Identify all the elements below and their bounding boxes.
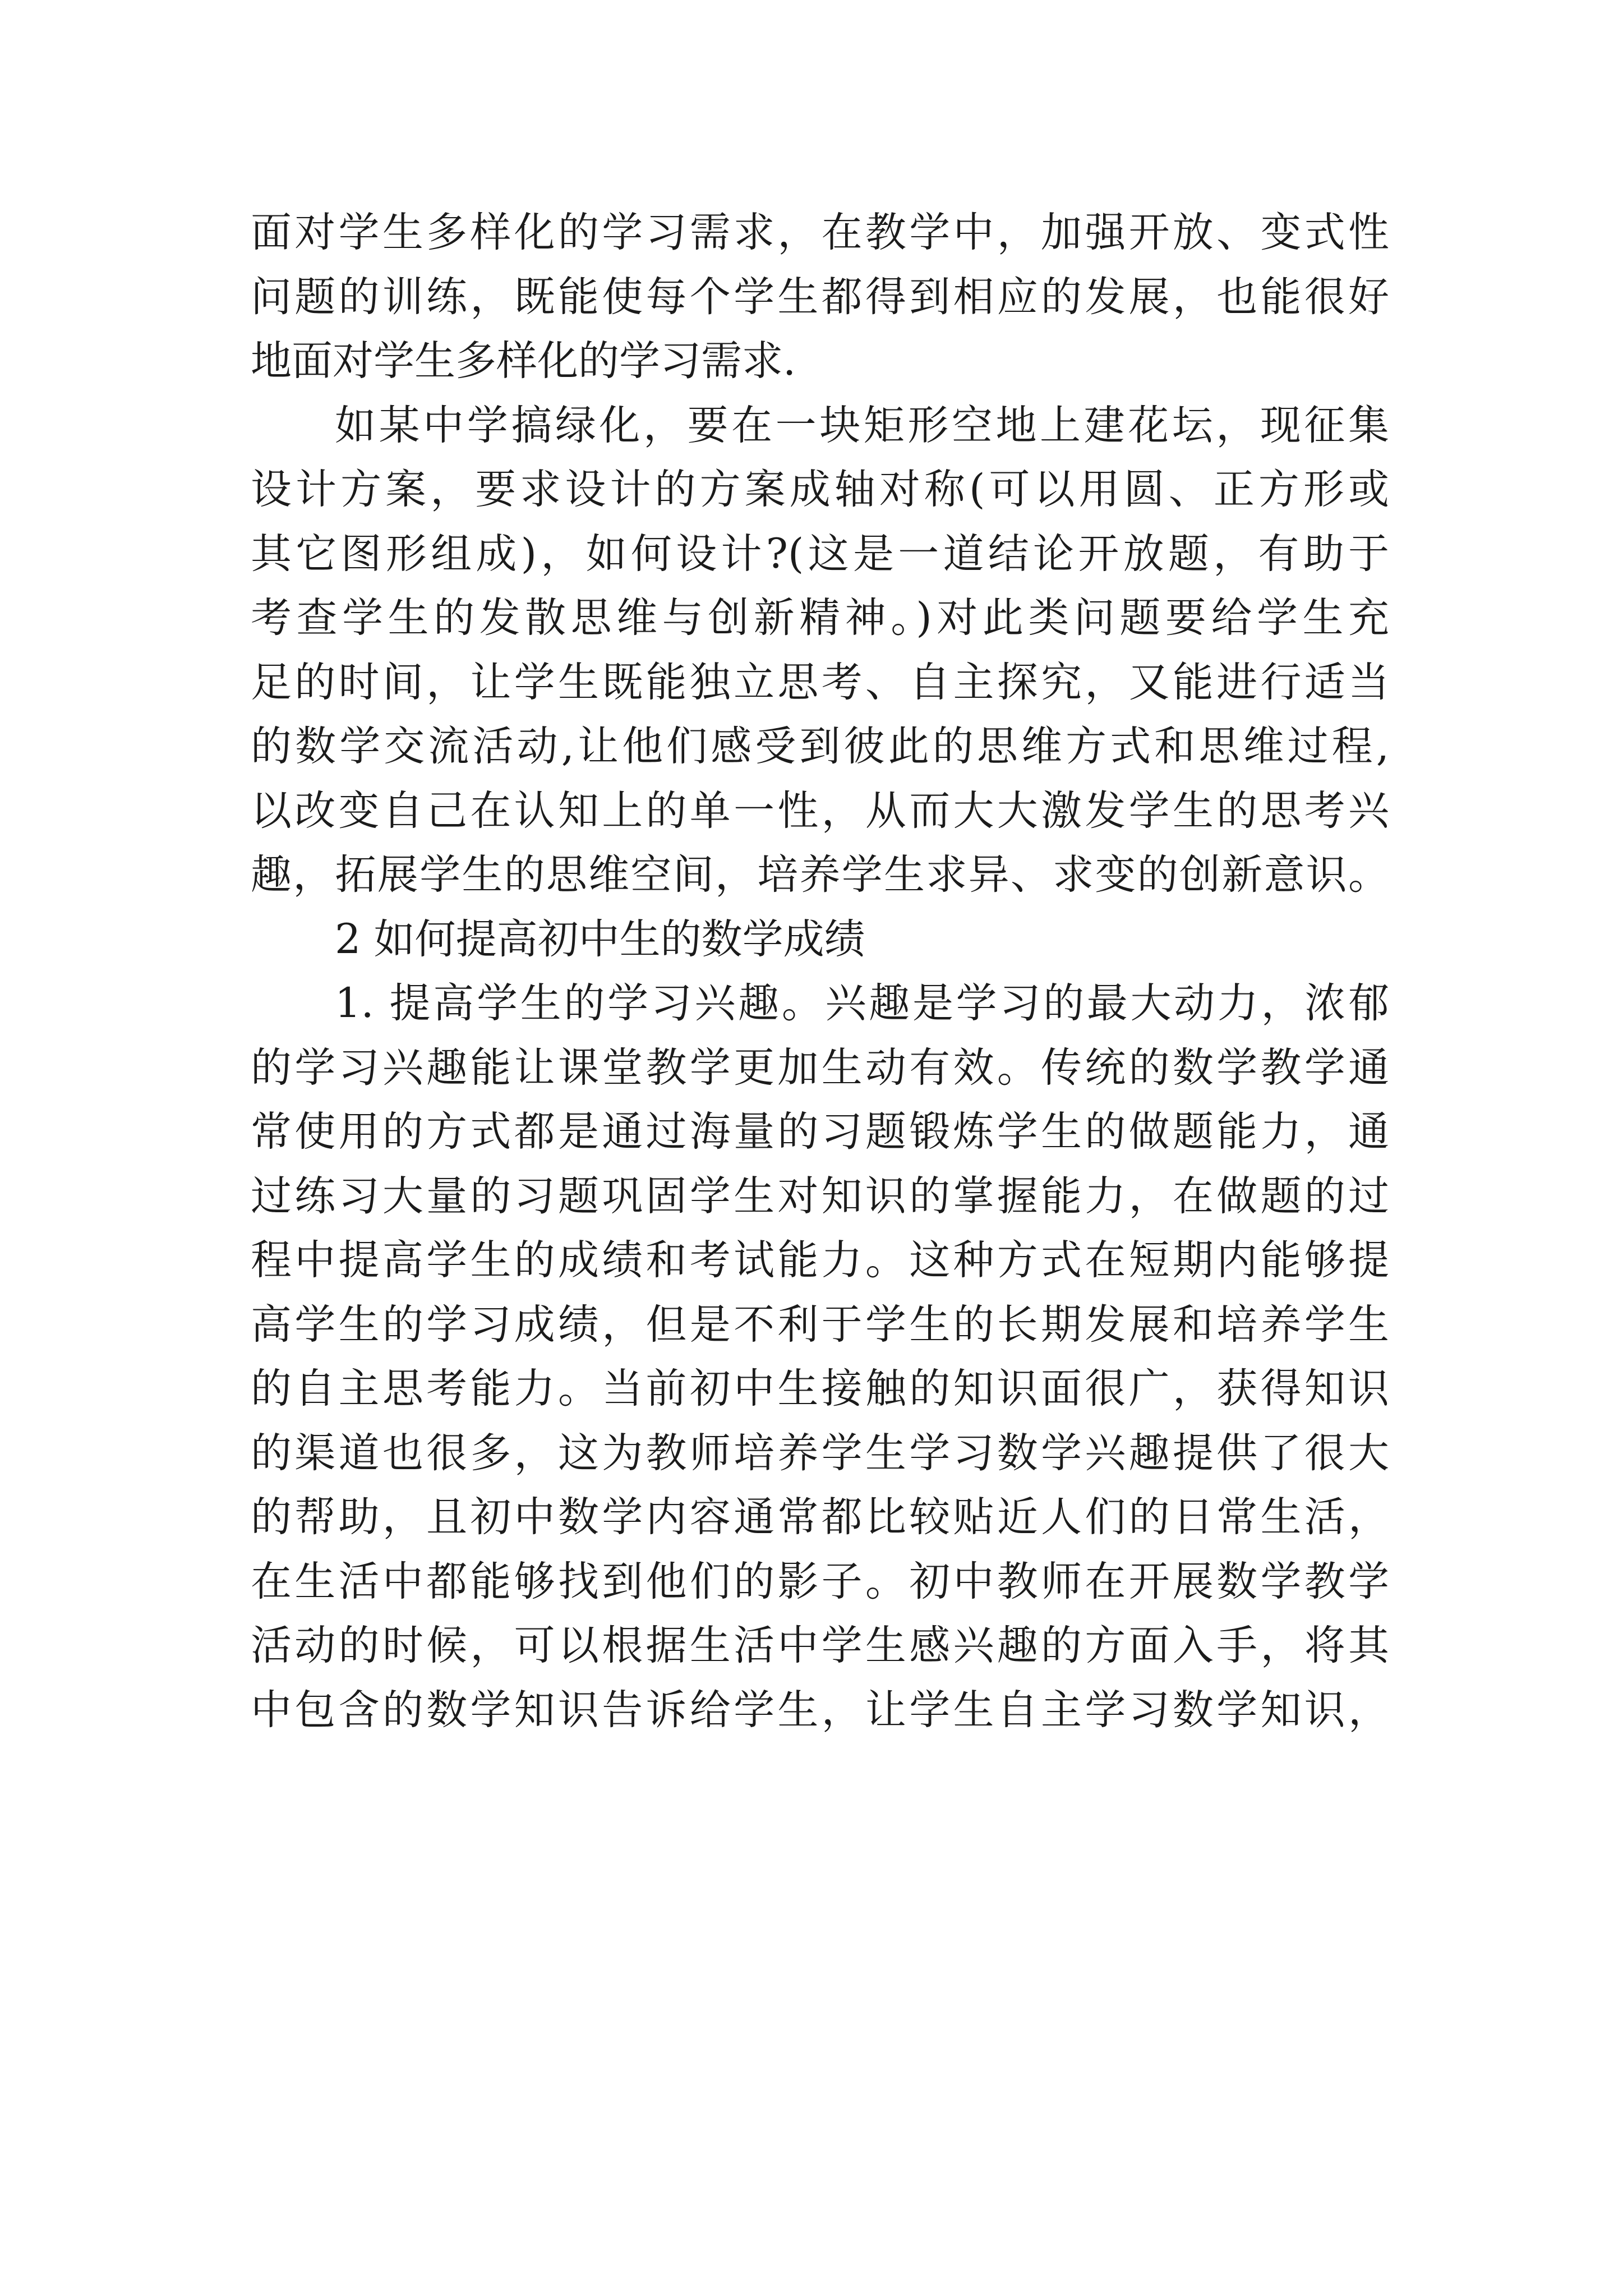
text-line: 的渠道也很多，这为教师培养学生学习数学兴趣提供了很大 bbox=[251, 1429, 1389, 1477]
text-line: 过练习大量的习题巩固学生对知识的掌握能力，在做题的过 bbox=[251, 1172, 1389, 1220]
text-line: 1. 提高学生的学习兴趣。兴趣是学习的最大动力，浓郁 bbox=[335, 979, 1389, 1027]
section-heading: 2 如何提高初中生的数学成绩 bbox=[335, 915, 865, 963]
text-line: 考查学生的发散思维与创新精神。)对此类问题要给学生充 bbox=[251, 594, 1389, 642]
text-line: 足的时间，让学生既能独立思考、自主探究，又能进行适当 bbox=[251, 658, 1389, 706]
text-line: 如某中学搞绿化，要在一块矩形空地上建花坛，现征集 bbox=[335, 401, 1389, 449]
text-line: 程中提高学生的成绩和考试能力。这种方式在短期内能够提 bbox=[251, 1236, 1389, 1284]
text-line: 活动的时候，可以根据生活中学生感兴趣的方面入手，将其 bbox=[251, 1622, 1389, 1669]
text-line: 的帮助，且初中数学内容通常都比较贴近人们的日常生活， bbox=[251, 1493, 1389, 1541]
text-line: 常使用的方式都是通过海量的习题锻炼学生的做题能力，通 bbox=[251, 1108, 1389, 1156]
text-line: 其它图形组成)，如何设计?(这是一道结论开放题，有助于 bbox=[251, 530, 1389, 578]
text-line: 面对学生多样化的学习需求，在教学中，加强开放、变式性 bbox=[251, 209, 1389, 256]
text-line: 以改变自己在认知上的单一性，从而大大激发学生的思考兴 bbox=[251, 786, 1389, 835]
text-line: 趣，拓展学生的思维空间，培养学生求异、求变的创新意识。 bbox=[251, 851, 1389, 899]
text-line: 问题的训练，既能使每个学生都得到相应的发展，也能很好 bbox=[251, 273, 1389, 321]
body-text bbox=[251, 201, 1389, 1742]
text-line: 的数学交流活动,让他们感受到彼此的思维方式和思维过程, bbox=[251, 723, 1389, 770]
text-line: 在生活中都能够找到他们的影子。初中教师在开展数学教学 bbox=[251, 1557, 1389, 1605]
text-line: 中包含的数学知识告诉给学生，让学生自主学习数学知识， bbox=[251, 1686, 1389, 1734]
text-line: 地面对学生多样化的学习需求. bbox=[251, 337, 796, 385]
text-line: 高学生的学习成绩，但是不利于学生的长期发展和培养学生 bbox=[251, 1300, 1389, 1349]
text-line: 的自主思考能力。当前初中生接触的知识面很广，获得知识 bbox=[251, 1365, 1389, 1412]
text-line: 的学习兴趣能让课堂教学更加生动有效。传统的数学教学通 bbox=[251, 1043, 1389, 1092]
text-line: 设计方案，要求设计的方案成轴对称(可以用圆、正方形或 bbox=[251, 466, 1389, 513]
